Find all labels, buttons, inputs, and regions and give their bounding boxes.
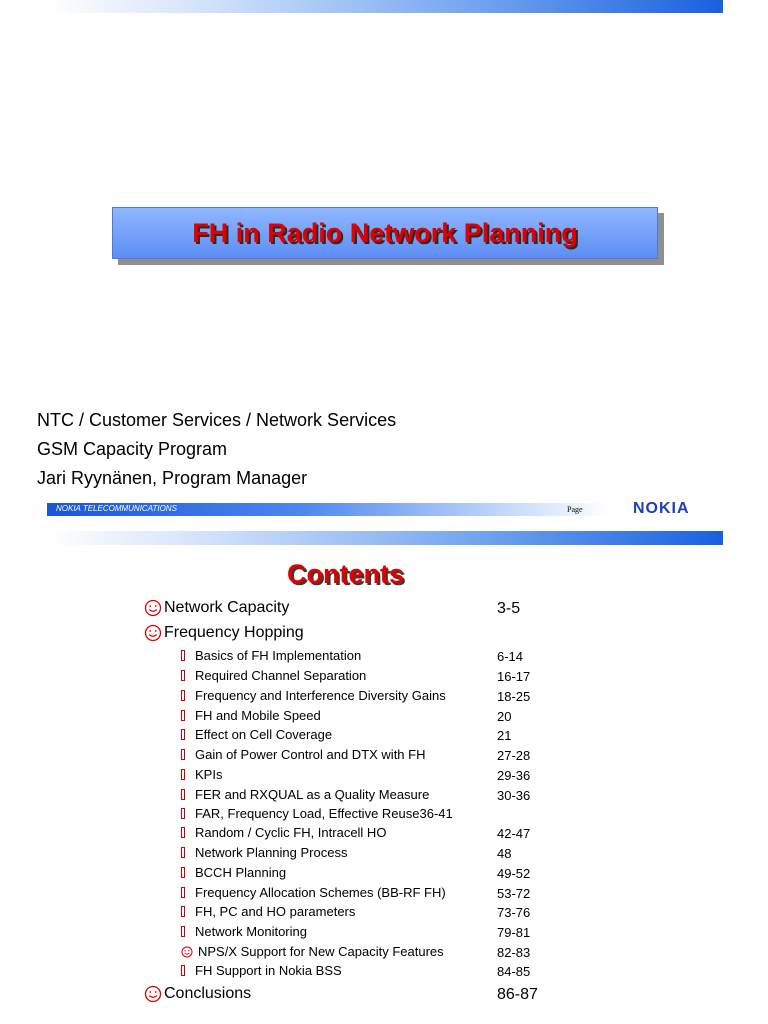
list-item-label: Network Monitoring [195, 924, 307, 939]
list-item [181, 904, 355, 919]
main-item-label: Frequency Hopping [164, 624, 304, 641]
list-item-pages: 84-85 [497, 964, 531, 979]
list-item-label: Basics of FH Implementation [195, 648, 362, 663]
square-bullet-icon [181, 749, 185, 760]
smiley-icon [144, 624, 162, 642]
main-item-frequency-hopping [144, 624, 304, 642]
square-bullet-icon [181, 926, 185, 937]
list-item-pages: 42-47 [497, 826, 531, 841]
list-item-pages: 48 [497, 846, 512, 861]
list-item-pages: 30-36 [497, 788, 531, 803]
list-item [181, 668, 366, 683]
footer-company: NOKIA TELECOMMUNICATIONS [56, 504, 177, 513]
list-item-label: Effect on Cell Coverage [195, 727, 333, 742]
list-item [181, 688, 446, 703]
list-item [181, 825, 386, 840]
list-item [181, 963, 342, 978]
info-line-department: NTC / Customer Services / Network Services [37, 410, 397, 430]
square-bullet-icon [181, 670, 185, 681]
info-line-author: Jari Ryynänen, Program Manager [37, 468, 308, 488]
title-box [112, 207, 658, 259]
square-bullet-icon [181, 789, 185, 800]
list-item-label: Frequency and Interference Diversity Gains [195, 688, 446, 703]
list-item-pages: 82-83 [497, 945, 531, 960]
list-item-label: Gain of Power Control and DTX with FH [195, 747, 426, 762]
list-item-label: KPIs [195, 767, 223, 782]
list-item-pages: 18-25 [497, 689, 531, 704]
square-bullet-icon [181, 808, 185, 819]
list-item [181, 806, 453, 821]
square-bullet-icon [181, 729, 185, 740]
info-line-program: GSM Capacity Program [37, 439, 228, 459]
list-item [181, 944, 444, 959]
main-item-network-capacity [144, 599, 289, 617]
list-item-label: BCCH Planning [195, 865, 287, 880]
list-item-label: FH Support in Nokia BSS [195, 963, 342, 978]
smiley-icon [144, 985, 162, 1003]
list-item-pages: 79-81 [497, 925, 531, 940]
list-item-pages: 73-76 [497, 905, 531, 920]
list-item-label: Required Channel Separation [195, 668, 367, 683]
list-item [181, 865, 286, 880]
square-bullet-icon [181, 847, 185, 858]
list-item-label: FH and Mobile Speed [195, 708, 321, 723]
contents-title: Contents [287, 559, 404, 589]
list-item-pages: 29-36 [497, 768, 531, 783]
list-item-label: Random / Cyclic FH, Intracell HO [195, 825, 387, 840]
square-bullet-icon [181, 887, 185, 898]
square-bullet-icon [181, 650, 185, 661]
main-item-pages: 3-5 [497, 600, 521, 617]
main-item-label: Conclusions [164, 985, 252, 1002]
square-bullet-icon [181, 710, 185, 721]
list-item [181, 787, 429, 802]
page-label: Page [567, 505, 583, 514]
square-bullet-icon [181, 769, 185, 780]
list-item-label: FER and RXQUAL as a Quality Measure [195, 787, 430, 802]
square-bullet-icon [181, 867, 185, 878]
list-item [181, 727, 332, 742]
main-item-conclusions [144, 985, 251, 1003]
list-item-pages: 27-28 [497, 748, 531, 763]
footer-bar [47, 503, 609, 516]
list-item [181, 885, 446, 900]
smiley-bullet-icon [181, 946, 193, 958]
list-item-label: FH, PC and HO parameters [195, 904, 356, 919]
list-item-pages: 21 [497, 728, 512, 743]
list-item [181, 767, 222, 782]
square-bullet-icon [181, 965, 185, 976]
list-item-label: Frequency Allocation Schemes (BB-RF FH) [195, 885, 446, 900]
list-item [181, 845, 347, 860]
main-item-pages: 86-87 [497, 986, 538, 1003]
slide-title: FH in Radio Network Planning [192, 217, 578, 248]
list-item-pages: 20 [497, 709, 512, 724]
square-bullet-icon [181, 827, 185, 838]
list-item-pages: 6-14 [497, 649, 524, 664]
main-item-label: Network Capacity [164, 599, 290, 616]
top-gradient-bar [47, 0, 723, 13]
list-item [181, 708, 321, 723]
list-item-label: FAR, Frequency Load, Effective Reuse36-41 [195, 806, 453, 821]
list-item [181, 648, 361, 663]
square-bullet-icon [181, 690, 185, 701]
smiley-icon [144, 599, 162, 617]
square-bullet-icon [181, 906, 185, 917]
list-item-pages: 49-52 [497, 866, 531, 881]
list-item-label: NPS/X Support for New Capacity Features [198, 944, 444, 959]
list-item [181, 924, 307, 939]
top-gradient-bar-2 [47, 531, 723, 545]
list-item-pages: 53-72 [497, 886, 531, 901]
nokia-logo: NOKIA [633, 500, 690, 517]
list-item-pages: 16-17 [497, 669, 531, 684]
list-item-label: Network Planning Process [195, 845, 348, 860]
list-item [181, 747, 425, 762]
